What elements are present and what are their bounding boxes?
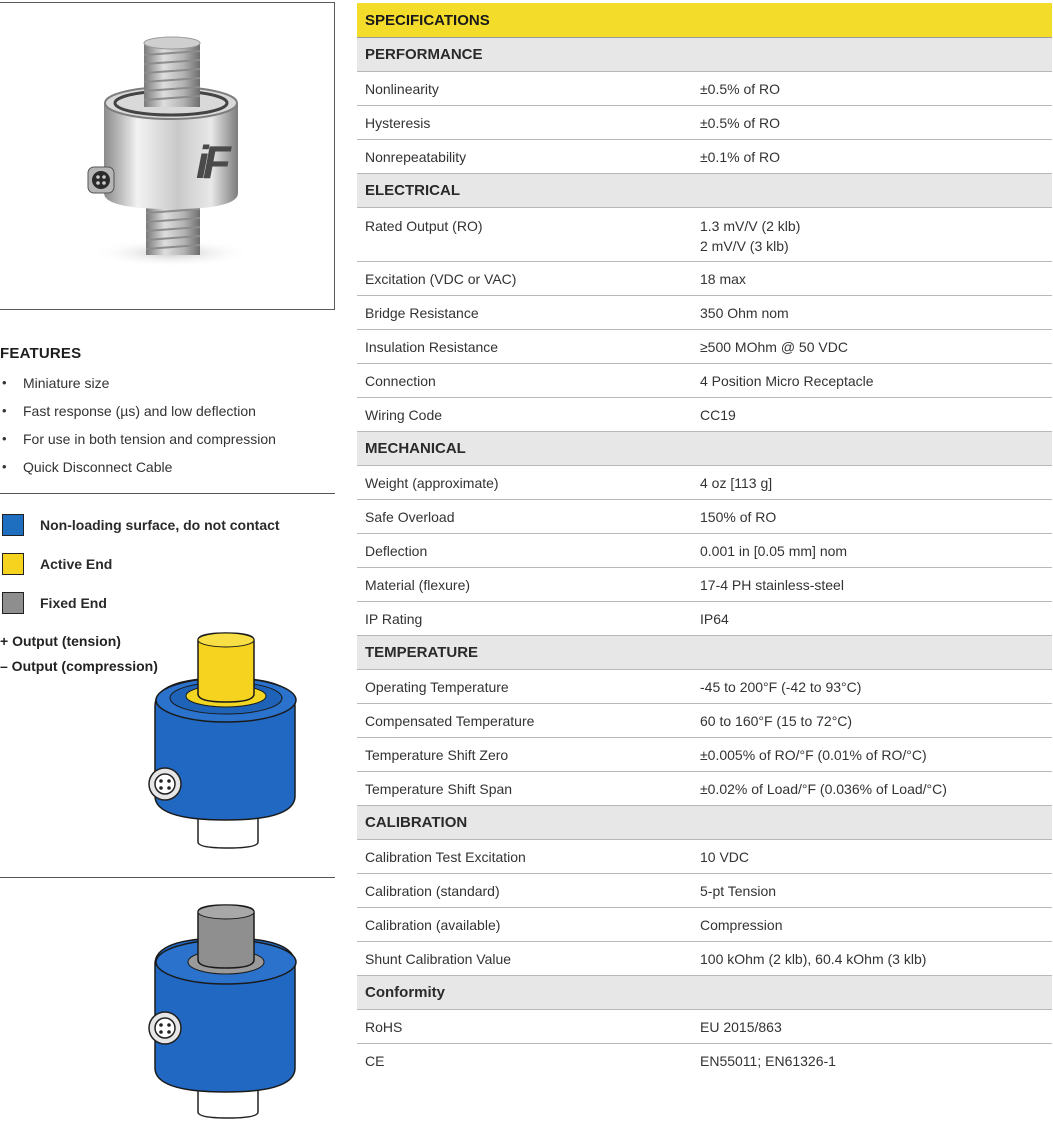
spec-value: 0.001 in [0.05 mm] nom	[700, 543, 848, 559]
spec-label: Hysteresis	[365, 115, 431, 131]
spec-label: Weight (approximate)	[365, 475, 499, 491]
output-compression-label: – Output (compression)	[0, 658, 158, 674]
legend-label: Fixed End	[40, 595, 107, 611]
spec-value: 17-4 PH stainless-steel	[700, 577, 844, 593]
spec-value: -45 to 200°F (-42 to 93°C)	[700, 679, 862, 695]
spec-label: Bridge Resistance	[365, 305, 479, 321]
spec-row-insulation-resistance	[357, 330, 1052, 364]
spec-row-bridge-resistance	[357, 296, 1052, 330]
spec-value: 4 oz [113 g]	[700, 475, 773, 491]
output-tension-label: + Output (tension)	[0, 633, 121, 649]
spec-row-calibration-available	[357, 908, 1052, 942]
spec-label: Temperature Shift Span	[365, 781, 513, 797]
spec-label: Safe Overload	[365, 509, 455, 525]
spec-value: 10 VDC	[700, 849, 750, 865]
specifications-table	[357, 3, 1052, 1077]
features-list	[0, 372, 276, 484]
spec-value: Compression	[700, 917, 783, 933]
spec-value: EU 2015/863	[700, 1019, 782, 1035]
spec-row-weight	[357, 466, 1052, 500]
spec-row-calibration-standard	[357, 874, 1052, 908]
spec-value: ±0.5% of RO	[700, 115, 781, 131]
fixed-end-diagram	[140, 900, 310, 1122]
spec-label: Compensated Temperature	[365, 713, 535, 729]
blue-swatch-icon	[2, 514, 24, 536]
spec-row-operating-temperature	[357, 670, 1052, 704]
specifications-title: SPECIFICATIONS	[357, 3, 1052, 38]
spec-label: Excitation (VDC or VAC)	[365, 271, 517, 287]
feature-item: • Quick Disconnect Cable	[0, 456, 276, 484]
legend-label: Non-loading surface, do not contact	[40, 517, 280, 533]
spec-value-line: 2 mV/V (3 klb)	[700, 238, 789, 254]
spec-row-rohs	[357, 1010, 1052, 1044]
feature-item: • Fast response (µs) and low deflection	[0, 400, 276, 428]
divider	[0, 493, 335, 494]
spec-label: Material (flexure)	[365, 577, 471, 593]
spec-row-temperature-shift-span	[357, 772, 1052, 806]
spec-value: ±0.02% of Load/°F (0.036% of Load/°C)	[700, 781, 947, 797]
spec-label: Deflection	[365, 543, 428, 559]
spec-label: Shunt Calibration Value	[365, 951, 512, 967]
spec-label: Calibration (available)	[365, 917, 501, 933]
spec-value: IP64	[700, 611, 729, 627]
section-mechanical: MECHANICAL	[357, 432, 1052, 466]
spec-label: Rated Output (RO)	[365, 218, 483, 234]
spec-value: ±0.1% of RO	[700, 149, 781, 165]
spec-value-line: 1.3 mV/V (2 klb)	[700, 218, 801, 234]
spec-value: CC19	[700, 407, 736, 423]
spec-row-deflection	[357, 534, 1052, 568]
spec-value: 350 Ohm nom	[700, 305, 789, 321]
spec-row-connection	[357, 364, 1052, 398]
spec-row-hysteresis	[357, 106, 1052, 140]
spec-value: EN55011; EN61326-1	[700, 1053, 836, 1069]
spec-label: IP Rating	[365, 611, 423, 627]
spec-row-compensated-temperature	[357, 704, 1052, 738]
spec-value: ±0.5% of RO	[700, 81, 781, 97]
spec-row-excitation	[357, 262, 1052, 296]
spec-label: Wiring Code	[365, 407, 443, 423]
spec-row-material	[357, 568, 1052, 602]
yellow-swatch-icon	[2, 553, 24, 575]
spec-row-safe-overload	[357, 500, 1052, 534]
spec-row-nonrepeatability	[357, 140, 1052, 174]
spec-row-rated-output	[357, 208, 1052, 262]
spec-label: Calibration Test Excitation	[365, 849, 526, 865]
spec-row-nonlinearity	[357, 72, 1052, 106]
spec-value: 18 max	[700, 271, 746, 287]
spec-label: Operating Temperature	[365, 679, 509, 695]
divider	[0, 877, 335, 878]
spec-row-calibration-test-excitation	[357, 840, 1052, 874]
spec-label: Connection	[365, 373, 436, 389]
spec-value	[700, 208, 1052, 261]
spec-label: RoHS	[365, 1019, 403, 1035]
spec-label: Nonrepeatability	[365, 149, 467, 165]
gray-swatch-icon	[2, 592, 24, 614]
spec-value: 5-pt Tension	[700, 883, 777, 899]
spec-value: 100 kOhm (2 klb), 60.4 kOhm (3 klb)	[700, 951, 927, 967]
spec-value: 150% of RO	[700, 509, 777, 525]
spec-label: Insulation Resistance	[365, 339, 499, 355]
features-title: FEATURES	[0, 345, 82, 362]
spec-label: CE	[365, 1053, 385, 1069]
section-performance: PERFORMANCE	[357, 38, 1052, 72]
spec-value: ≥500 MOhm @ 50 VDC	[700, 339, 848, 355]
load-cell-photo	[0, 3, 334, 309]
spec-row-shunt-calibration	[357, 942, 1052, 976]
spec-value: 4 Position Micro Receptacle	[700, 373, 874, 389]
spec-row-ce	[357, 1044, 1052, 1077]
spec-value: 60 to 160°F (15 to 72°C)	[700, 713, 853, 729]
section-temperature: TEMPERATURE	[357, 636, 1052, 670]
section-conformity: Conformity	[357, 976, 1052, 1010]
spec-row-wiring-code	[357, 398, 1052, 432]
legend-label: Active End	[40, 556, 113, 572]
section-calibration: CALIBRATION	[357, 806, 1052, 840]
feature-item: • Miniature size	[0, 372, 276, 400]
spec-row-temperature-shift-zero	[357, 738, 1052, 772]
spec-label: Nonlinearity	[365, 81, 439, 97]
feature-item: • For use in both tension and compression	[0, 428, 276, 456]
spec-value: ±0.005% of RO/°F (0.01% of RO/°C)	[700, 747, 927, 763]
spec-label: Calibration (standard)	[365, 883, 500, 899]
brand-logo-icon: iF	[196, 136, 225, 188]
section-electrical: ELECTRICAL	[357, 174, 1052, 208]
active-end-diagram	[140, 628, 310, 850]
left-column	[0, 0, 340, 1126]
product-photo-frame	[0, 2, 335, 310]
spec-label: Temperature Shift Zero	[365, 747, 509, 763]
spec-row-ip-rating	[357, 602, 1052, 636]
